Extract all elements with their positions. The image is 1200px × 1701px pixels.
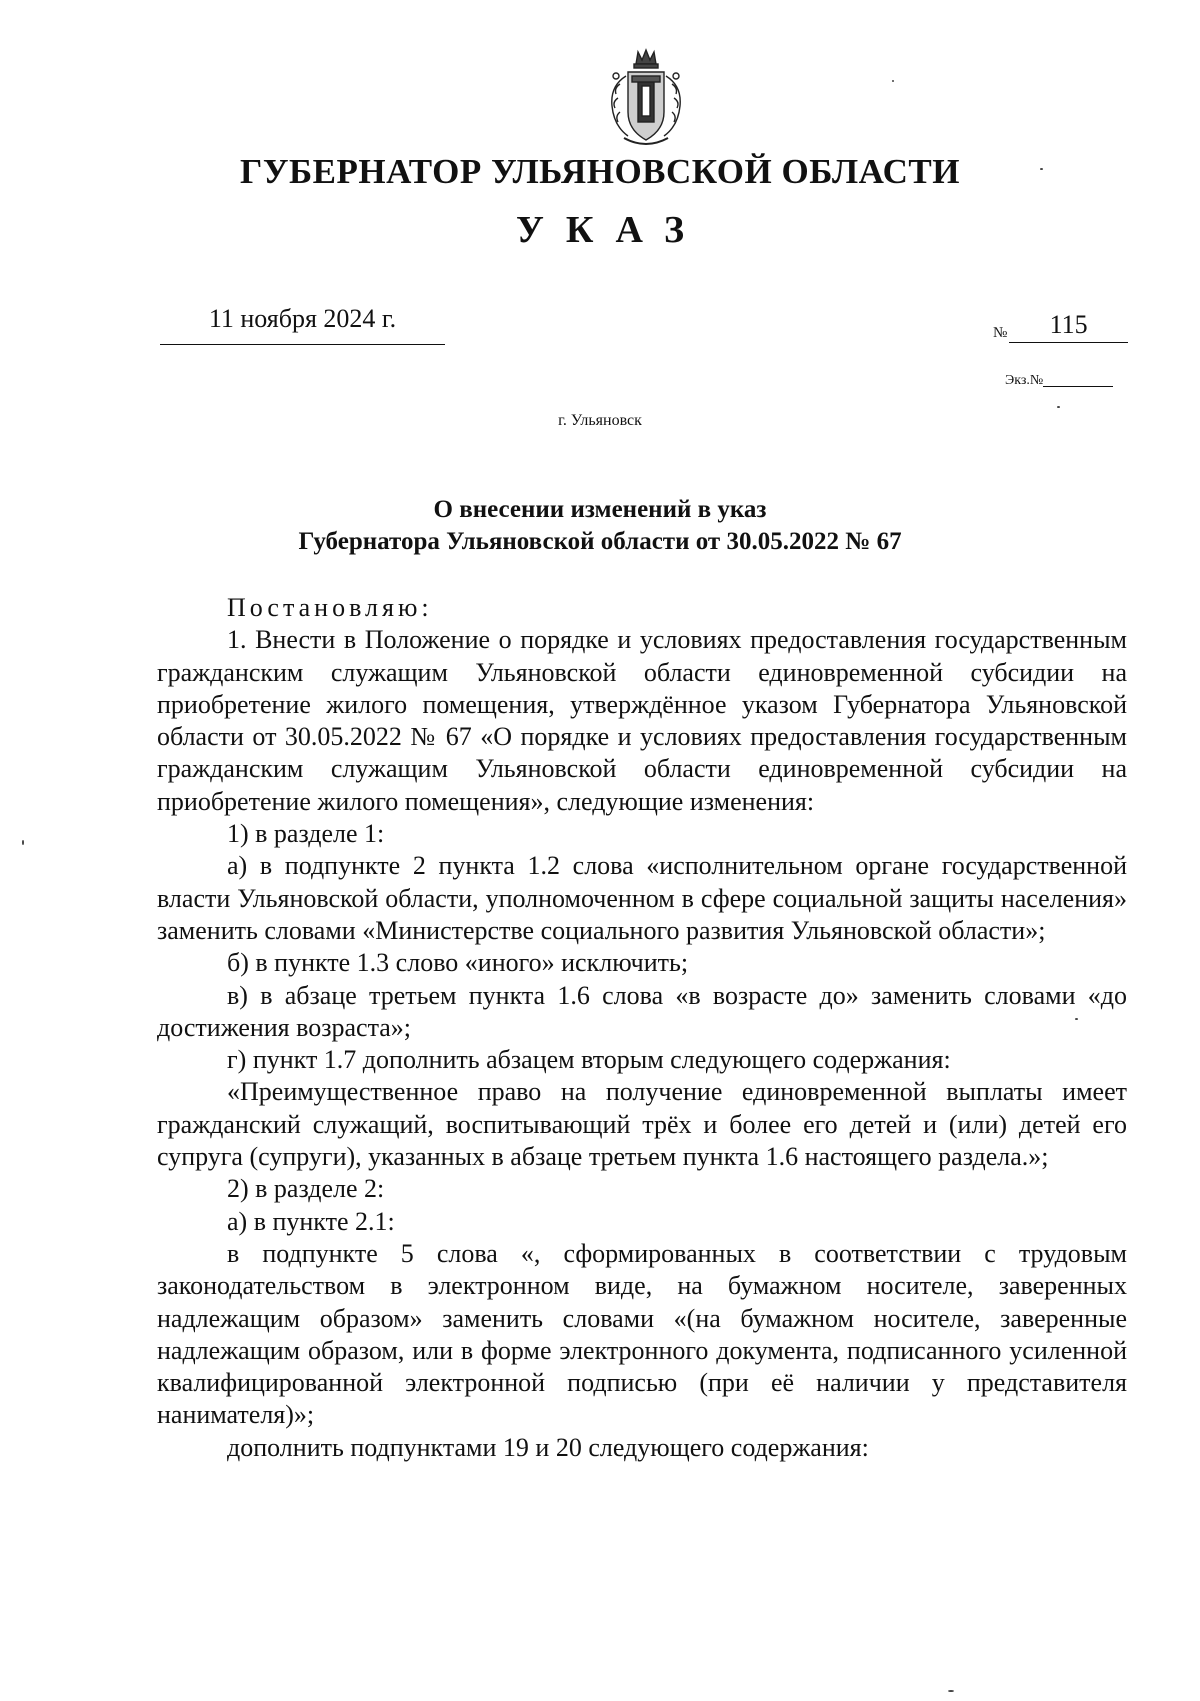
number-label: № <box>993 325 1008 341</box>
city: г. Ульяновск <box>558 412 642 429</box>
body-paragraph: а) в пункте 2.1: <box>227 1206 395 1236</box>
scan-speck <box>1057 406 1060 408</box>
number-block <box>993 310 1128 343</box>
body-paragraph: б) в пункте 1.3 слово «иного» исключить; <box>227 948 689 978</box>
body-paragraph: 1) в разделе 1: <box>227 819 385 849</box>
document-date: 11 ноября 2024 г. <box>208 304 397 333</box>
body-paragraph: 1. Внести в Положение о порядке и условиях предоставления государственным гражданским служащим Ульяновской области единовременной субсидии на приобретение жилого помещения, утверждённое указом Губернатора Ульяновской области от 30.05.2022 № 67 «О порядке и условиях предоставления государственным гражданским служащим Ульяновской области единовременной субсидии на приобретение жилого помещения», следующие изменения: <box>157 625 1127 816</box>
scan-speck <box>22 840 24 845</box>
coat-of-arms-icon <box>598 46 694 154</box>
body-paragraph: в) в абзаце третьем пункта 1.6 слова «в возрасте до» заменить словами «до достижения возраста»; <box>157 980 1127 1042</box>
scan-speck <box>1040 168 1043 170</box>
copy-label: Экз.№ <box>1005 373 1044 388</box>
subject-line-1: О внесении изменений в указ <box>433 496 767 523</box>
document-type: УКАЗ <box>516 209 706 251</box>
scan-speck <box>892 80 894 82</box>
document-number: 115 <box>1009 310 1128 343</box>
date-block <box>160 302 445 345</box>
subject-line-2: Губернатора Ульяновской области от 30.05.2022 № 67 <box>298 528 902 555</box>
body-paragraph: в подпункте 5 слова «, сформированных в соответствии с трудовым законодательством в электронном виде, на бумажном носителе, заверенных надлежащим образом» заменить словами «(на бумажном носителе, заверенные надлежащим образом, или в форме электронного документа, подписанного усиленной квалифицированной электронной подписью (при её наличии у представителя нанимателя)»; <box>157 1238 1127 1430</box>
body-paragraph: г) пункт 1.7 дополнить абзацем вторым следующего содержания: <box>227 1045 951 1075</box>
scan-speck <box>1075 1018 1078 1020</box>
body-paragraph: 2) в разделе 2: <box>227 1174 385 1204</box>
copy-underline <box>1043 386 1113 387</box>
body-paragraph: Постановляю: <box>227 593 433 622</box>
scan-speck <box>948 1690 954 1692</box>
date-underline <box>160 344 445 345</box>
body-paragraph: а) в подпункте 2 пункта 1.2 слова «исполнительном органе государственной власти Ульяновской области, уполномоченном в сфере социальной защиты населения» заменить словами «Министерстве социального развития Ульяновской области»; <box>157 851 1127 945</box>
organization-title: ГУБЕРНАТОР УЛЬЯНОВСКОЙ ОБЛАСТИ <box>240 152 960 191</box>
document-subject <box>0 494 1200 558</box>
copy-number-field <box>1005 372 1113 390</box>
document-body <box>157 592 1127 1464</box>
body-paragraph: дополнить подпунктами 19 и 20 следующего содержания: <box>227 1432 869 1462</box>
body-paragraph: «Преимущественное право на получение единовременной выплаты имеет гражданский служащий, воспитывающий трёх и более его детей и (или) детей его супруга (супруги), указанных в абзаце третьем пункта 1.6 настоящего раздела.»; <box>157 1077 1127 1172</box>
